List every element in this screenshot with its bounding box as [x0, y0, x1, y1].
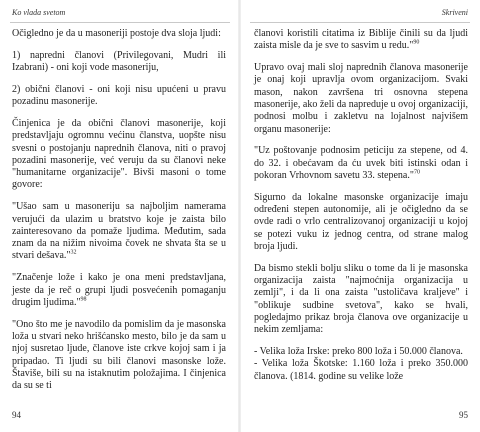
page-number-right: 95 [459, 410, 468, 420]
quote-paragraph [12, 201, 226, 262]
paragraph: 2) obični članovi - oni koji nisu upućeni u pravu pozadinu masonerije. [12, 83, 226, 108]
footnote-marker: 70 [413, 169, 420, 176]
header-rule-right [250, 22, 470, 23]
footnote-marker: 32 [70, 250, 77, 257]
paragraph: Očigledno je da u masoneriji postoje dva sloja ljudi: [12, 28, 221, 39]
footnote-marker: 90 [413, 39, 420, 46]
paragraph-text: članovi koristili citatima iz Biblije činili su da ljudi zaista misle da je sve to sasvim u redu." [254, 28, 468, 52]
paragraph: Činjenica je da obični članovi masonerije, koji predstavljaju ogromnu većinu članstva, uopšte nisu svesni o postojanju naprednih članova, niti o pravoj pozadini masonerije, već veruju da su članovi neke "humanitarne organizacije". Bivši masoni o tome govore: [12, 117, 226, 191]
paragraph: Da bismo stekli bolju sliku o tome da li je masonska organizacija zaista "najmoćnija organizacija u zemlji", i da li ona zaista "ustoličava kraljeve" i "oblikuje sudbine svetova", kako se hvali, pogledajmo prikaz broja članova ove organizacije u nekim zemljama: [254, 262, 468, 336]
right-page [240, 0, 480, 432]
quote-paragraph [254, 145, 468, 182]
left-page-body [12, 28, 226, 402]
quote-text: "Značenje lože i kako je ona meni predstavljana, jeste da je reč o grupi ljudi posvećenih pomaganju drugim ljudima." [12, 272, 226, 308]
paragraph: "Ono što me je navodilo da pomislim da je masonska loža u stvari neko hrišćansko mesto, bilo je da sam u njoj susretao ljude, članove iste crkve kojoj sam i ja pripadao. Ti ljudi su bili članovi masonske lože. Štaviše, bili su na istaknutim položajima. I činjenica da su se ti [12, 318, 226, 392]
page-number-left: 94 [12, 410, 21, 420]
running-header-left: Ko vlada svetom [12, 8, 66, 17]
paragraph: 1) napredni članovi (Privilegovani, Mudri ili Izabrani) - oni koji vode masoneriju, [12, 49, 226, 74]
right-page-body [254, 28, 468, 392]
paragraph: Sigurno da lokalne masonske organizacije imaju određeni stepen autonomije, ali je očigledno da se ovde radi o vrlo centralizovanoj organizaciji u kojoj se potezi vuku iz jednog centra, od strane malog broja ljudi. [254, 191, 468, 252]
paragraph: Upravo ovaj mali sloj naprednih članova masonerije je onaj koji upravlja ovom organizacijom. Svaki mason, nakon završena tri osnovna stepena masonerije, ako želi da napreduje u ovoj organizaciji, podnosi molbu i zakletvu na lojalnost najvišem organu masonerije: [254, 62, 468, 135]
footnote-marker: 98 [80, 296, 87, 303]
paragraph [254, 28, 468, 53]
quote-text: "Uz poštovanje podnosim peticiju za stepene, od 4. do 32. i obećavam da ću uvek biti istinski odan i pokoran Vrhovnom savetu 33. stepena." [254, 145, 468, 181]
running-header-right: Skriveni [441, 8, 468, 17]
header-rule-left [10, 22, 230, 23]
quote-paragraph [12, 272, 226, 309]
quote-text: "Ušao sam u masoneriju sa najboljim namerama verujući da ulazim u bratstvo koje je zaista bilo zainteresovano da pomaže ljudima. Međutim, sada znam da na nižim nivoima čovek ne shvata šta se u stvari dešava." [12, 201, 226, 262]
list-paragraph: - Velika loža Irske: preko 800 loža i 50.000 članova. - Velika loža Škotske: 1.160 loža i preko 350.000 članova. (1814. godine su velike lože [254, 346, 468, 382]
